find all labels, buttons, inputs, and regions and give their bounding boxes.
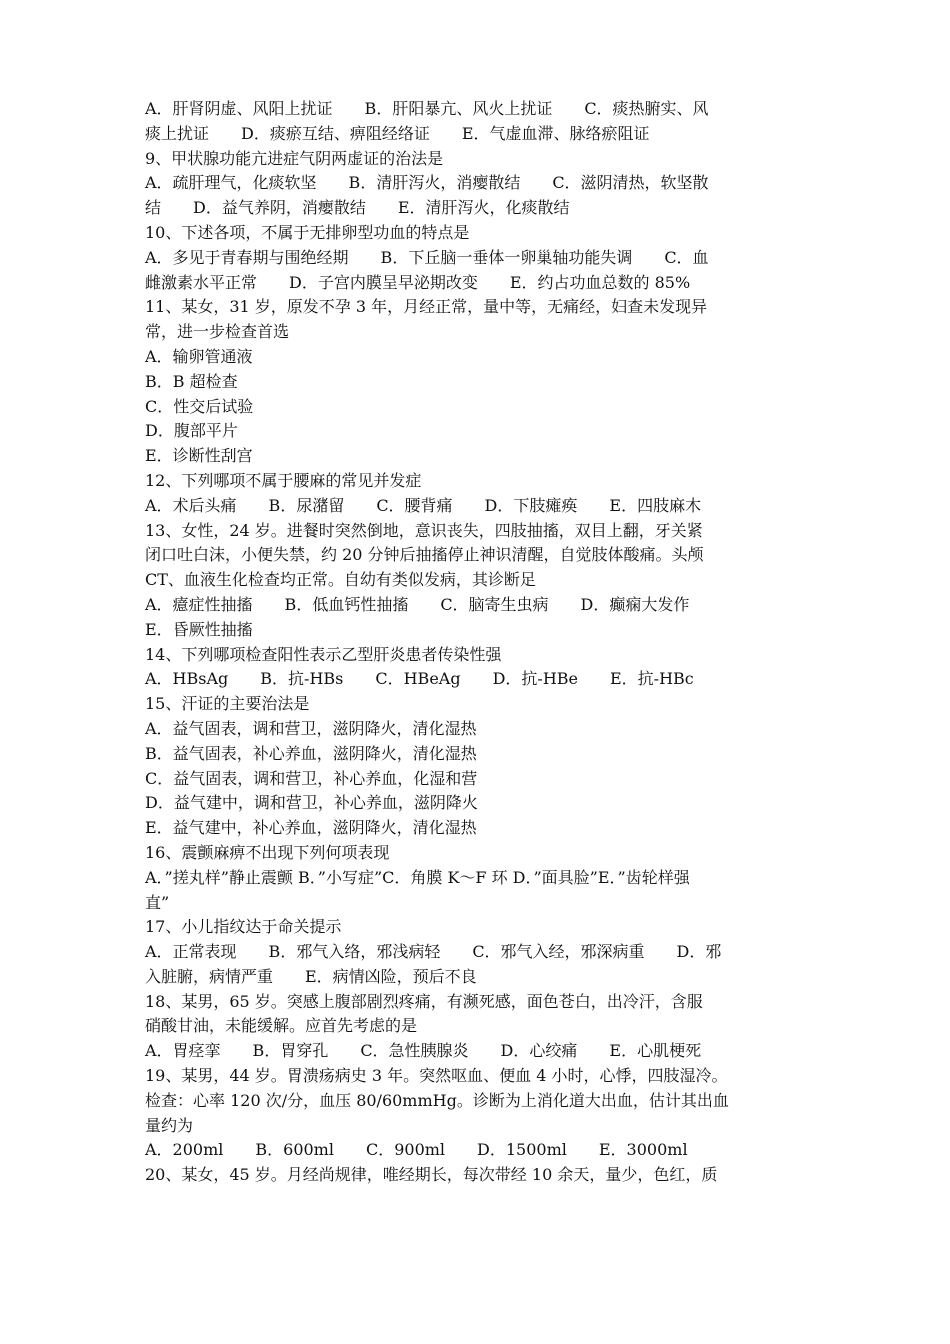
question-10-stem: 10、下述各项，不属于无排卵型功血的特点是 xyxy=(145,222,470,242)
question-19-stem-line-2: 检查：心率 120 次/分，血压 80/60mmHg。诊断为上消化道大出血，估计其出血 xyxy=(145,1090,729,1110)
question-11-option-d: D．腹部平片 xyxy=(145,421,238,441)
question-10-options-line-2: 雌激素水平正常 D．子宫内膜呈早泌期改变 E．约占功血总数的 85% xyxy=(145,272,691,292)
question-17-options-line-2: 入脏腑，病情严重 E．病情凶险，预后不良 xyxy=(145,966,477,986)
question-16-options-line-2: 直” xyxy=(145,892,170,912)
question-13-stem-line-3: CT、血液生化检查均正常。自幼有类似发病，其诊断足 xyxy=(145,570,536,590)
question-19-options: A．200ml B．600ml C．900ml D．1500ml E．3000ml xyxy=(145,1140,688,1160)
question-11-option-b: B．B 超检查 xyxy=(145,371,238,391)
question-15-option-a: A．益气固表，调和营卫，滋阴降火，清化湿热 xyxy=(145,718,477,738)
question-10-options-line-1: A．多见于青春期与围绝经期 B．下丘脑一垂体一卵巢轴功能失调 C．血 xyxy=(145,247,709,267)
question-15-option-e: E．益气建中，补心养血，滋阴降火，清化湿热 xyxy=(145,818,477,838)
question-13-options-line-2: E．昏厥性抽搐 xyxy=(145,619,253,639)
question-14-stem: 14、下列哪项检查阳性表示乙型肝炎患者传染性强 xyxy=(145,644,502,664)
question-12-options: A．术后头痛 B．尿潴留 C．腰背痛 D．下肢瘫痪 E．四肢麻木 xyxy=(145,495,702,515)
question-8-options-line-2: 痰上扰证 D．痰瘀互结、痹阻经络证 E．气虚血滞、脉络瘀阻证 xyxy=(145,123,650,143)
question-11-option-e: E．诊断性刮宫 xyxy=(145,446,253,466)
question-17-options-line-1: A．正常表现 B．邪气入络，邪浅病轻 C．邪气入经，邪深病重 D．邪 xyxy=(145,942,722,962)
question-13-options-line-1: A．癔症性抽搐 B．低血钙性抽搐 C．脑寄生虫病 D．癫痫大发作 xyxy=(145,594,690,614)
question-9-stem: 9、甲状腺功能亢进症气阴两虚证的治法是 xyxy=(145,148,444,168)
question-20-stem-line-1: 20、某女，45 岁。月经尚规律，唯经期长，每次带经 10 余天，量少，色红，质 xyxy=(145,1165,718,1185)
question-8-options-line-1: A．肝肾阴虚、风阳上扰证 B．肝阳暴亢、风火上扰证 C．痰热腑实、风 xyxy=(145,99,709,118)
question-9-options-line-1: A．疏肝理气，化痰软坚 B．清肝泻火，消瘿散结 C．滋阴清热，软坚散 xyxy=(145,173,709,193)
question-13-stem-line-2: 闭口吐白沫，小便失禁，约 20 分钟后抽搐停止神识清醒，自觉肢体酸痛。头颅 xyxy=(145,545,704,565)
question-13-stem-line-1: 13、女性，24 岁。进餐时突然倒地，意识丧失，四肢抽搐，双目上翻，牙关紧 xyxy=(145,520,703,540)
question-16-options-line-1: A．”搓丸样”静止震颤 B．”小写症”C．角膜 K～F 环 D．”面具脸”E．”齿轮样强 xyxy=(145,867,690,887)
question-16-stem: 16、震颤麻痹不出现下列何项表现 xyxy=(145,842,390,862)
question-17-stem: 17、小儿指纹达于命关提示 xyxy=(145,917,342,937)
question-15-option-d: D．益气建中，调和营卫，补心养血，滋阴降火 xyxy=(145,793,478,813)
question-19-stem-line-1: 19、某男，44 岁。胃溃疡病史 3 年。突然呕血、便血 4 小时，心悸，四肢湿冷。 xyxy=(145,1066,728,1086)
question-15-stem: 15、汗证的主要治法是 xyxy=(145,694,310,714)
question-15-option-c: C．益气固表，调和营卫，补心养血，化湿和营 xyxy=(145,768,478,788)
question-18-stem-line-1: 18、某男，65 岁。突感上腹部剧烈疼痛，有濒死感，面色苍白，出冷汗，含服 xyxy=(145,991,703,1011)
question-15-option-b: B．益气固表，补心养血，滋阴降火，清化湿热 xyxy=(145,743,477,763)
question-11-option-c: C．性交后试验 xyxy=(145,396,254,416)
document-body xyxy=(145,97,810,1188)
question-11-option-a: A．输卵管通液 xyxy=(145,346,253,366)
question-19-stem-line-3: 量约为 xyxy=(145,1115,194,1135)
question-12-stem: 12、下列哪项不属于腰麻的常见并发症 xyxy=(145,470,422,490)
question-9-options-line-2: 结 D．益气养阴，消瘿散结 E．清肝泻火，化痰散结 xyxy=(145,198,570,218)
question-11-stem-line-1: 11、某女，31 岁，原发不孕 3 年，月经正常，量中等，无痛经，妇查未发现异 xyxy=(145,297,708,317)
question-14-options: A．HBsAg B．抗-HBs C．HBeAg D．抗-HBe E．抗-HBc xyxy=(145,669,694,689)
question-11-stem-line-2: 常，进一步检查首选 xyxy=(145,322,290,342)
question-18-options: A．胃痉挛 B．胃穿孔 C．急性胰腺炎 D．心绞痛 E．心肌梗死 xyxy=(145,1041,702,1061)
question-18-stem-line-2: 硝酸甘油，未能缓解。应首先考虑的是 xyxy=(145,1016,418,1036)
